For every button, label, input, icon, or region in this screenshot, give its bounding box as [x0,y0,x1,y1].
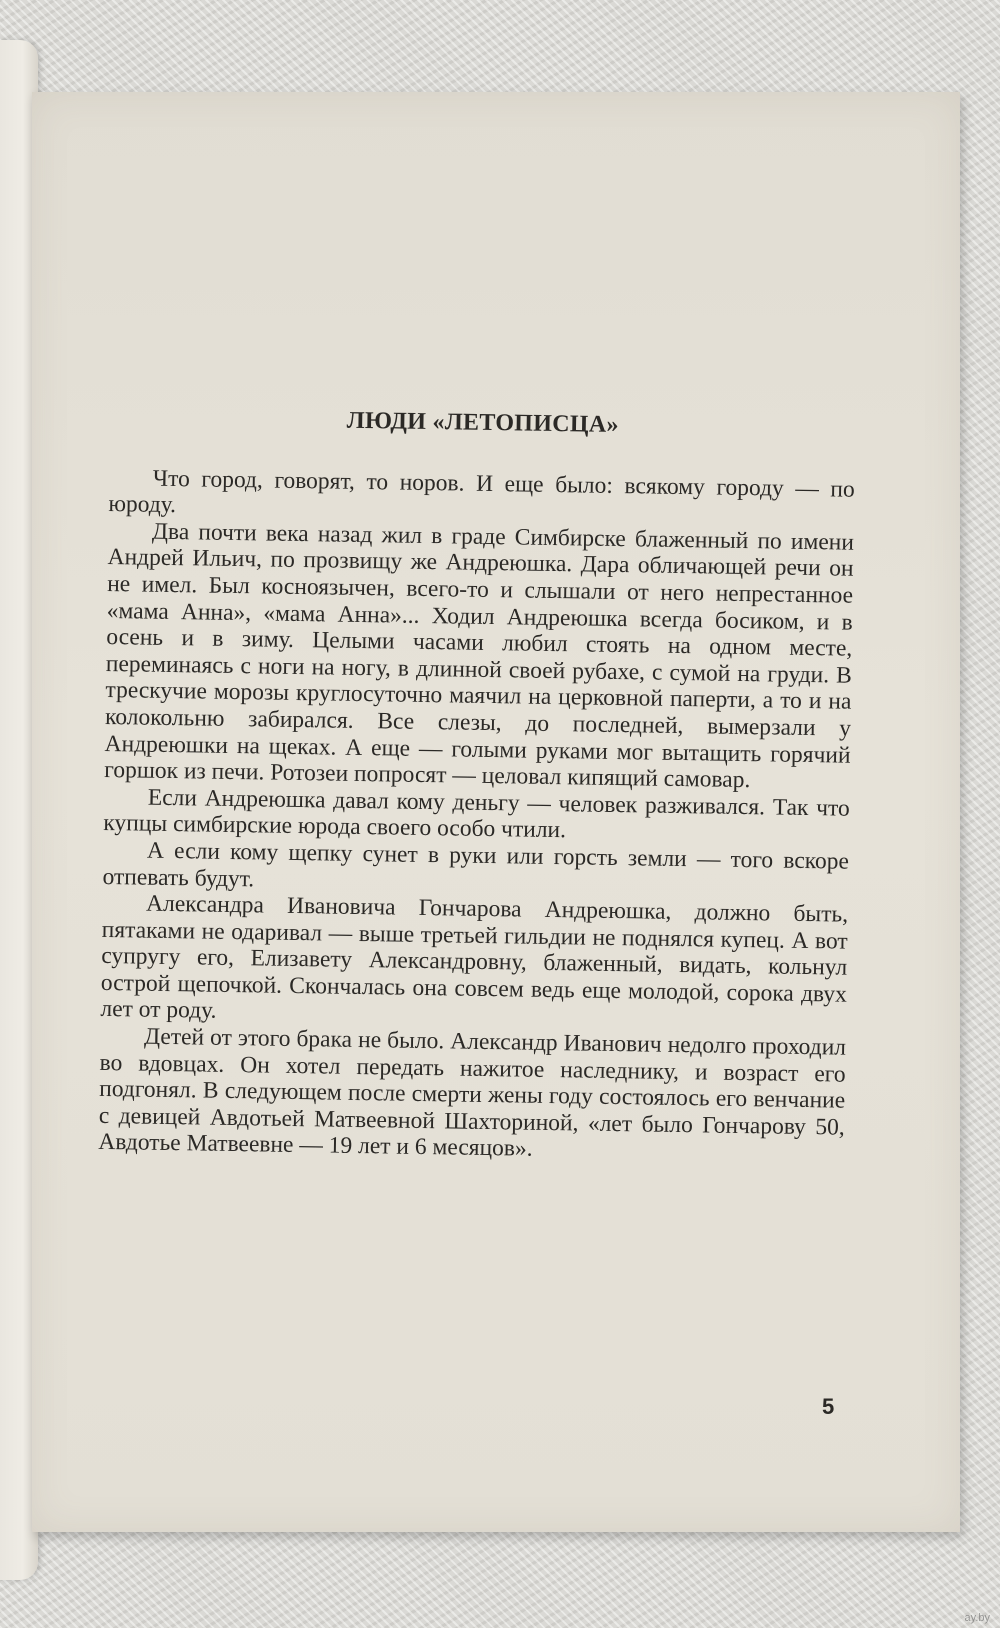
paragraph-4: А если кому щепку сунет в руки или горсть земли — того вскоре отпевать будут. [102,837,850,892]
chapter-heading: ЛЮДИ «ЛЕТОПИСЦА» [346,407,619,438]
paragraph-5: Александра Ивановича Гончарова Андреюшка, должно быть, пятаками не одаривал — выше третьей гильдии не поднялся купец. А вот супругу его, Елизавету Александровну, блаженный, видать, кольнул острой щепочкой. Скончалась она совсем ведь еще молодой, сорока двух лет от роду. [100,890,849,1025]
page-number: 5 [822,1394,835,1419]
paragraph-6: Детей от этого брака не было. Александр Иванович недолго проходил во вдовцах. Он хотел передать нажитое наследнику, и возраст его подгонял. В следующем после смерти жены году состоялось его венчание с девицей Авдотьей Матвеевной Шахториной, «лет было Гончарову 50, Авдотье Матвеевне — 19 лет и 6 месяцов». [98,1023,847,1163]
paragraph-3: Если Андреюшка давал кому деньгу — человек разживался. Так что купцы симбирские юрода своего особо чтили. [103,784,850,844]
page-text-block [98,404,856,1168]
watermark: ay.by [964,1612,990,1624]
paragraph-1: Что город, говорят, то норов. И еще было: всякому городу — по юроду. [108,465,855,519]
paragraph-2: Два почти века назад жил в граде Симбирске блаженный по имени Андрей Ильич, по прозвищу же Андреюшка. Дара обличающей речи он не имел. Был косноязычен, всего-то и слышали от него непрестанное «мама Анна», «мама Анна»... Ходил Андреюшка всегда босиком, и в осень и в зиму. Целыми часами любил стоять на одном месте, переминаясь с ноги на ногу, в длинной своей рубахе, с сумой на груди. В трескучие морозы круглосуточно маячил на церковной паперти, а то и на колокольню забирался. Все слезы, до последней, вымерзали у Андреюшки на щеках. А еще — голыми руками мог вытащить горячий горшок из печи. Ротозеи попросят — целовал кипящий самовар. [104,518,855,794]
book-page [32,92,960,1532]
